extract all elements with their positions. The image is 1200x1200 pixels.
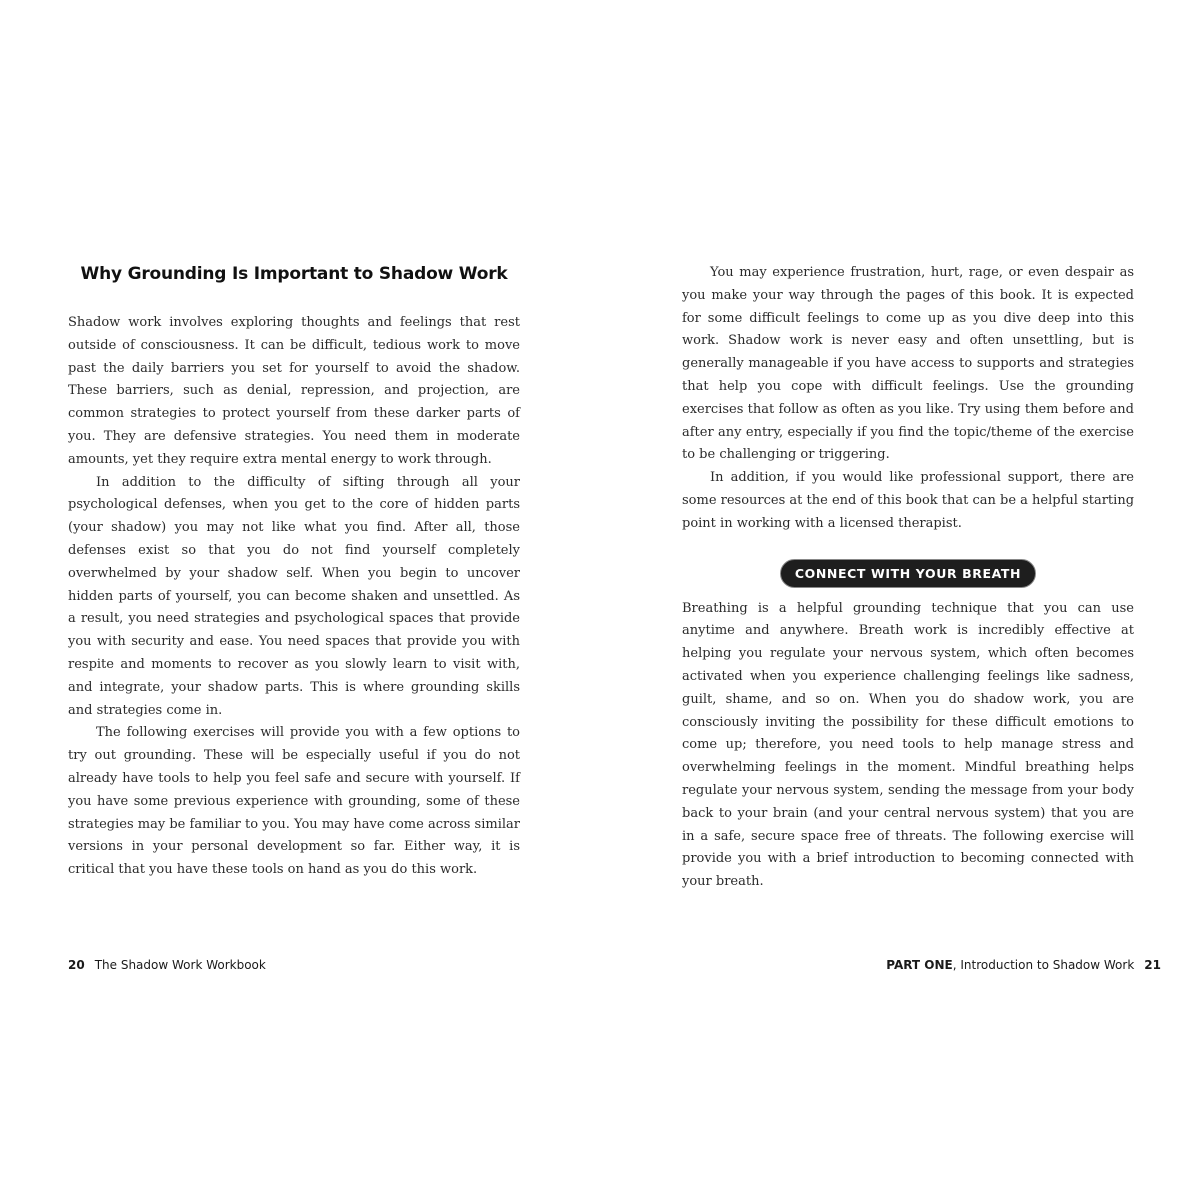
page-number: 21 [1144,958,1161,972]
exercise-badge-wrap [682,559,1134,588]
right-text-column [682,262,1134,894]
page-number: 20 [68,958,85,972]
book-title: The Shadow Work Workbook [94,958,266,972]
body-paragraph: In addition to the difficulty of sifting through all your psychological defenses, when you get to the core of hidden parts (your shadow) you may not like what you find. After all, those defenses exist so that you do not find yourself completely overwhelmed by your shadow self. When you begin to uncover hidden parts of yourself, you can become shaken and unsettled. As a result, you need strategies and psychological spaces that provide you with security and ease. You need spaces that provide you with respite and moments to recover as you slowly learn to visit with, and integrate, your shadow parts. This is where grounding skills and strategies come in. [68,474,520,718]
right-page-footer [886,956,1161,974]
body-paragraph: Breathing is a helpful grounding technique that you can use anytime and anywhere. Breath work is incredibly effective at helping you regulate your nervous system, which often becomes activated when you experience challenging feelings like sadness, guilt, shame, and so on. When you do shadow work, you are consciously inviting the possibility for these difficult emotions to come up; therefore, you need tools to help manage stress and overwhelming feelings in the moment. Mindful breathing helps regulate your nervous system, sending the message from your body back to your brain (and your central nervous system) that you are in a safe, secure space free of threats. The following exercise will provide you with a brief introduction to becoming connected with your breath. [682,600,1134,890]
part-title: Introduction to Shadow Work [960,958,1135,972]
section-heading: Why Grounding Is Important to Shadow Work [80,264,508,284]
part-separator: , [952,958,961,972]
exercise-title-badge: CONNECT WITH YOUR BREATH [780,559,1036,588]
body-paragraph: Shadow work involves exploring thoughts and feelings that rest outside of consciousness. It can be difficult, tedious work to move past the daily barriers you set for yourself to avoid the shadow. These barriers, such as denial, repression, and projection, are common strategies to protect yourself from these darker parts of you. They are defensive strategies. You need them in moderate amounts, yet they require extra mental energy to work through. [68,315,520,467]
body-paragraph: You may experience frustration, hurt, rage, or even despair as you make your way through the pages of this book. It is expected for some difficult feelings to come up as you dive deep into this work. Shadow work is never easy and often unsettling, but is generally manageable if you have access to supports and strategies that help you cope with difficult feelings. Use the grounding exercises that follow as often as you like. Try using them before and after any entry, especially if you find the topic/theme of the exercise to be challenging or triggering. [682,265,1134,463]
left-text-column [68,262,520,882]
body-paragraph: The following exercises will provide you with a few options to try out grounding. These will be especially useful if you do not already have tools to help you feel safe and secure with yourself. If you have some previous experience with grounding, some of these strategies may be familiar to you. You may have come across similar versions in your personal development so far. Either way, it is critical that you have these tools on hand as you do this work. [68,725,520,878]
body-paragraph: In addition, if you would like professional support, there are some resources at the end of this book that can be a helpful starting point in working with a licensed therapist. [682,470,1135,531]
right-page [600,0,1200,1200]
left-page-footer [68,956,266,974]
part-label: PART ONE [886,958,953,972]
